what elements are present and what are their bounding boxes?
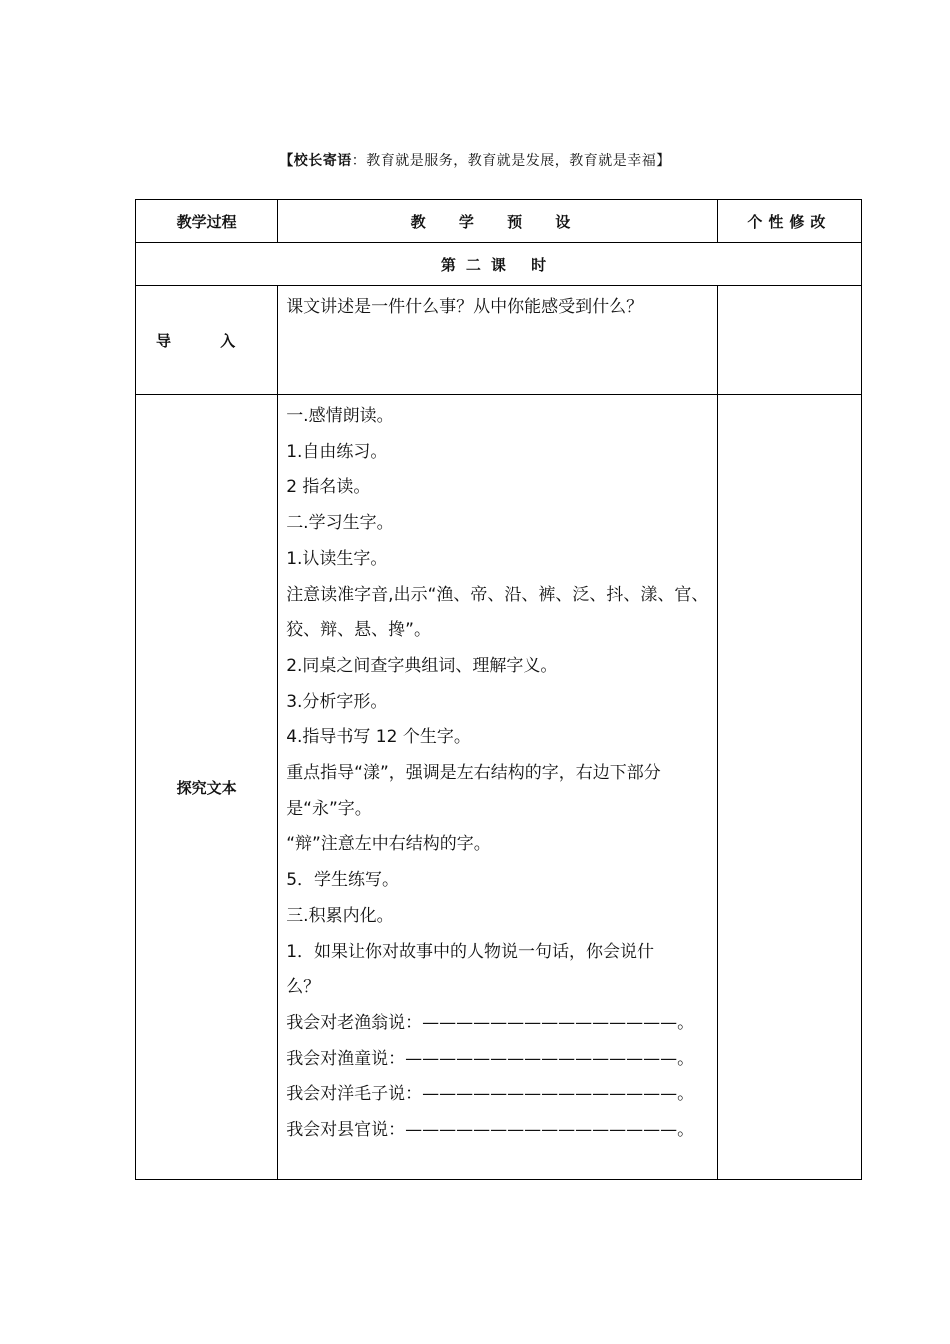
introduction-content bbox=[278, 286, 718, 395]
table-row bbox=[136, 395, 862, 1180]
content-line: 重点指导“漾”，强调是左右结构的字，右边下部分 bbox=[286, 763, 661, 784]
header-personal-revision: 个性修改 bbox=[717, 200, 861, 243]
revision-cell bbox=[717, 395, 861, 1180]
content-line: 5．学生练写。 bbox=[286, 870, 400, 891]
content-line: 我会对洋毛子说：———————————————。 bbox=[286, 1084, 695, 1105]
content-line: 我会对老渔翁说：———————————————。 bbox=[286, 1012, 695, 1033]
header-teaching-design: 教 学 预 设 bbox=[278, 200, 718, 243]
motto-prefix: 【校长寄语 bbox=[279, 153, 352, 169]
period-row bbox=[136, 243, 862, 286]
content-line: 1．如果让你对故事中的人物说一句话，你会说什 bbox=[286, 941, 655, 962]
content-line: 二.学习生字。 bbox=[286, 513, 394, 534]
header-row bbox=[136, 200, 862, 243]
content-line: 是“永”字。 bbox=[286, 798, 372, 819]
content-line: 4.指导书写 12 个生字。 bbox=[286, 727, 471, 748]
row-label-introduction: 导 入 bbox=[136, 286, 278, 395]
content-line: 么？ bbox=[286, 977, 321, 998]
content-line: 2.同桌之间查字典组词、理解字义。 bbox=[286, 655, 558, 676]
principal-motto bbox=[0, 150, 950, 170]
content-line: 我会对县官说：————————————————。 bbox=[286, 1120, 695, 1141]
content-line: 一.感情朗读。 bbox=[286, 406, 394, 426]
content-line: 课文讲述是一件什么事？从中你能感受到什么？ bbox=[286, 297, 644, 317]
content-line: 三.积累内化。 bbox=[286, 905, 394, 926]
period-title: 第二课 时 bbox=[136, 243, 862, 286]
content-line: 2 指名读。 bbox=[286, 477, 371, 498]
revision-cell bbox=[717, 286, 861, 395]
content-line: 狡、辩、悬、搀”。 bbox=[286, 620, 431, 641]
content-line: 3.分析字形。 bbox=[286, 691, 388, 712]
content-line: “辩”注意左中右结构的字。 bbox=[286, 834, 491, 855]
motto-text: ：教育就是服务，教育就是发展，教育就是幸福】 bbox=[351, 153, 671, 169]
explore-text-content bbox=[278, 395, 718, 1180]
header-teaching-process: 教学过程 bbox=[136, 200, 278, 243]
lesson-plan-table bbox=[135, 199, 862, 1180]
table-row bbox=[136, 286, 862, 395]
content-line: 1.认读生字。 bbox=[286, 548, 388, 569]
content-line: 1.自由练习。 bbox=[286, 441, 388, 462]
row-label-explore-text: 探究文本 bbox=[136, 395, 278, 1180]
content-line: 注意读准字音,出示“渔、帝、沿、裤、泛、抖、漾、官、 bbox=[286, 584, 709, 605]
content-line: 我会对渔童说：————————————————。 bbox=[286, 1048, 695, 1069]
